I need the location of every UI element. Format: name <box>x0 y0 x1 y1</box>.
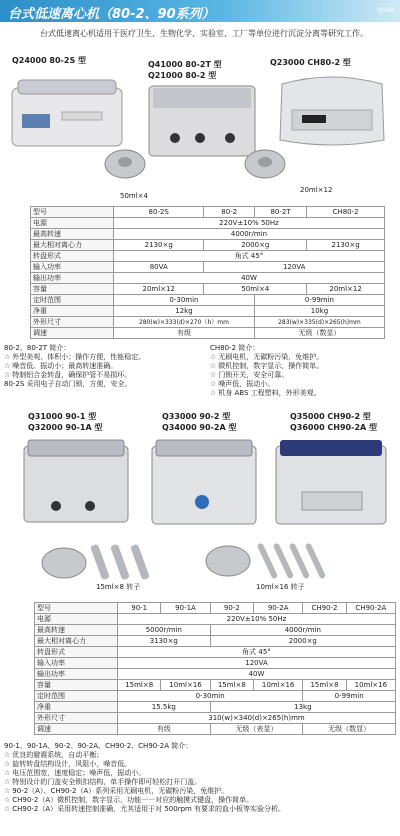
table-cell: 最大相对离心力 <box>35 636 118 647</box>
table-cell: CH90-2A <box>346 603 395 614</box>
table-row <box>31 317 385 328</box>
table-cell: 280(w)×333(d)×270（h）mm <box>114 317 255 328</box>
table-row <box>35 614 396 625</box>
table-cell: 283(w)×335(d)×265(h)mm <box>254 317 384 328</box>
table-row <box>31 218 385 229</box>
table-row <box>31 284 385 295</box>
table-row <box>35 669 396 680</box>
list-item: ☆ 机身 ABS 工程塑料，外形美观。 <box>210 389 321 397</box>
rotor-caption-15ml: 15ml×8 转子 <box>96 583 141 591</box>
bullet-icon: ☆ <box>4 778 11 786</box>
table-cell: 型号 <box>31 207 114 218</box>
table-cell: 80-2S <box>114 207 204 218</box>
bullet-icon: ☆ <box>4 787 11 795</box>
table-cell: 转盘形式 <box>31 251 114 262</box>
model-label-ch90-2: Q35000 CH90-2 型 <box>290 412 371 421</box>
list-item: ☆ 门锁开关，安全可靠。 <box>210 371 289 379</box>
table-cell: 10ml×16 <box>161 680 210 691</box>
table-cell: 容量 <box>35 680 118 691</box>
centrifuge-90-2-image <box>148 436 263 528</box>
bullet-icon: ☆ <box>4 353 11 361</box>
centrifuge-80-2s-image <box>10 70 130 150</box>
table-cell: 净重 <box>35 702 118 713</box>
rotor-caption-20ml: 20ml×12 <box>300 186 333 194</box>
table-cell: 13kg <box>210 702 395 713</box>
notes-title: 90-1、90-1A、90-2、90-2A、CH90-2、CH90-2A 简介： <box>4 742 193 750</box>
list-item: ☆ 特制铝合金转盘，确保护管不易损坏。 <box>4 371 132 379</box>
list-item: ☆ 噪声低，振动小。 <box>210 380 275 388</box>
table-cell: CH80-2 <box>307 207 385 218</box>
bullet-icon: ☆ <box>210 362 217 370</box>
list-item: ☆ 外型美观、体积小；操作方便，性能稳定。 <box>4 353 146 361</box>
table-cell: 2000×g <box>204 240 307 251</box>
list-item: ☆ 特别设计的门盖安全锁扣结构，单手操作即可轻松打开门盖。 <box>4 778 202 786</box>
bullet-icon: ☆ <box>210 371 217 379</box>
model-label-90-2a: Q34000 90-2A 型 <box>162 423 237 432</box>
table-cell: 定时范围 <box>35 691 118 702</box>
table-cell: 最高转速 <box>31 229 114 240</box>
list-item: ☆ 旋转转盘结构设计，风阻小，噪音低。 <box>4 760 132 768</box>
table-row <box>31 229 385 240</box>
model-label-90-1: Q31000 90-1 型 <box>28 412 97 421</box>
table-cell: 0-99min <box>303 691 396 702</box>
table-cell: 无级（表显） <box>210 724 303 735</box>
table-cell: 10ml×16 <box>254 680 303 691</box>
model-label-90-1a: Q32000 90-1A 型 <box>28 423 103 432</box>
table-cell: 容量 <box>31 284 114 295</box>
table-cell: 型号 <box>35 603 118 614</box>
rotor-15ml-image <box>34 538 164 588</box>
spec-table-90-series <box>34 602 396 735</box>
table-cell: 10kg <box>254 306 384 317</box>
bullet-icon: ☆ <box>4 371 11 379</box>
table-row <box>35 691 396 702</box>
table-cell: 80-2T <box>254 207 306 218</box>
bullet-icon: ☆ <box>4 751 11 759</box>
table-cell: 4000r/min <box>114 229 385 240</box>
bullet-icon: ☆ <box>210 353 217 361</box>
table-row <box>31 306 385 317</box>
list-item: ☆ 优良的避震系统，自动平衡； <box>4 751 104 759</box>
table-row <box>35 625 396 636</box>
list-item: ☆ 无刷电机，无碳粉污染，免维护。 <box>210 353 324 361</box>
bullet-icon: ☆ <box>210 389 217 397</box>
table-cell: 调速 <box>35 724 118 735</box>
table-cell: 净重 <box>31 306 114 317</box>
rotor-50ml-image <box>100 146 150 188</box>
table-cell: 角式 45° <box>118 647 396 658</box>
table-cell: 输入功率 <box>31 262 114 273</box>
page-title: 台式低速离心机（80-2、90系列） <box>8 7 215 22</box>
table-row <box>31 295 385 306</box>
bullet-icon: ☆ <box>210 380 217 388</box>
table-cell: 15ml×8 <box>303 680 346 691</box>
bullet-icon: ☆ <box>4 769 11 777</box>
table-row <box>35 724 396 735</box>
model-label-80-2: Q21000 80-2 型 <box>148 71 217 80</box>
table-cell: 外形尺寸 <box>31 317 114 328</box>
table-row <box>35 680 396 691</box>
table-cell: 3130×g <box>118 636 211 647</box>
bullet-icon: ☆ <box>4 362 11 370</box>
table-cell: 有级 <box>118 724 211 735</box>
table-cell: 120VA <box>204 262 385 273</box>
table-cell: 外形尺寸 <box>35 713 118 724</box>
rotor-10ml-image <box>200 536 350 586</box>
list-item: ☆ 微机控制，数字显示，操作简单。 <box>210 362 324 370</box>
table-cell: 10ml×16 <box>346 680 395 691</box>
table-cell: 定时范围 <box>31 295 114 306</box>
table-row <box>35 713 396 724</box>
table-cell: 最大相对离心力 <box>31 240 114 251</box>
table-row <box>31 273 385 284</box>
notes-90-series <box>4 742 285 814</box>
centrifuge-90-1-image <box>20 436 135 526</box>
bullet-icon: ☆ <box>4 760 11 768</box>
table-cell: 2000×g <box>210 636 395 647</box>
table-row <box>35 658 396 669</box>
table-cell: 90-2A <box>254 603 303 614</box>
table-cell: 90-1A <box>161 603 210 614</box>
table-cell: 120VA <box>118 658 396 669</box>
table-row <box>31 240 385 251</box>
table-cell: 20ml×12 <box>307 284 385 295</box>
table-cell: 15ml×8 <box>210 680 253 691</box>
list-item: ☆ CH90-2（A）微机控制，数字显示，功能一一对应的触摸式键盘，操作简单。 <box>4 796 254 804</box>
table-cell: 310(w)×340(d)×265(h)mm <box>118 713 396 724</box>
table-cell: 0-30min <box>114 295 255 306</box>
table-row <box>31 328 385 339</box>
table-cell: 输出功率 <box>31 273 114 284</box>
table-cell: 0-99min <box>254 295 384 306</box>
table-cell: 无级（数显） <box>303 724 396 735</box>
table-cell: 15ml×8 <box>118 680 161 691</box>
table-cell: 50ml×4 <box>204 284 307 295</box>
table-cell: 90-1 <box>118 603 161 614</box>
notes-title: 80-2、80-2T 简介： <box>4 344 71 352</box>
table-cell: 80VA <box>114 262 204 273</box>
header-banner <box>0 0 400 22</box>
table-cell: 有级 <box>114 328 255 339</box>
table-cell: 20ml×12 <box>114 284 204 295</box>
table-cell: 80-2 <box>204 207 254 218</box>
table-cell: 输出功率 <box>35 669 118 680</box>
bullet-icon: ☆ <box>4 805 11 813</box>
table-cell: 220V±10% 50Hz <box>114 218 385 229</box>
spec-table-80-series <box>30 206 385 339</box>
notes-80-2 <box>4 344 145 389</box>
table-row <box>35 603 396 614</box>
list-item: ☆ 90-2（A）、CH90-2（A）系列采用无刷电机，无碳粉污染，免维护。 <box>4 787 229 795</box>
table-cell: 转盘形式 <box>35 647 118 658</box>
table-cell: 0-30min <box>118 691 303 702</box>
table-cell: 5000r/min <box>118 625 211 636</box>
table-cell: 2130×g <box>114 240 204 251</box>
model-label-80-2t: Q41000 80-2T 型 <box>148 60 222 69</box>
table-cell: 12kg <box>114 306 255 317</box>
table-cell: 40W <box>114 273 385 284</box>
table-cell: 角式 45° <box>114 251 385 262</box>
rotor-caption-10ml: 10ml×16 转子 <box>256 583 305 591</box>
intro-text: 台式低速离心机适用于医疗卫生、生物化学、实验室、工厂等单位进行沉淀分离等研究工作。 <box>40 29 368 38</box>
table-cell: 电源 <box>31 218 114 229</box>
table-cell: 40W <box>118 669 396 680</box>
centrifuge-ch90-2-image <box>272 436 392 528</box>
table-cell: 90-2 <box>210 603 253 614</box>
table-row <box>35 702 396 713</box>
model-label-ch80-2: Q23000 CH80-2 型 <box>270 58 351 67</box>
table-cell: 输入功率 <box>35 658 118 669</box>
table-row <box>35 636 396 647</box>
list-item: ☆ CH90-2（A）采用转速控制准确，尤其适用于对 500rpm 有要求的血小板等实验分析。 <box>4 805 286 813</box>
table-cell: 无级（数显） <box>254 328 384 339</box>
centrifuge-ch80-2-image <box>272 70 392 150</box>
table-cell: 2130×g <box>307 240 385 251</box>
notes-title: CH80-2 简介： <box>210 344 260 352</box>
table-cell: 电源 <box>35 614 118 625</box>
rotor-20ml-image <box>240 146 290 188</box>
page-code: Q0AB <box>377 7 394 14</box>
table-cell: 最高转速 <box>35 625 118 636</box>
table-row <box>31 262 385 273</box>
model-label-ch90-2a: Q36000 CH90-2A 型 <box>290 423 377 432</box>
list-item: ☆ 噪音低、振动小；最高转速准确。 <box>4 362 118 370</box>
table-row <box>31 251 385 262</box>
table-cell: 220V±10% 50Hz <box>118 614 396 625</box>
list-item: ☆ 电压范围宽，速度稳定；噪声低，振动小。 <box>4 769 146 777</box>
list-item: 80-2S 采用电子自动门锁，方便，安全。 <box>4 380 132 388</box>
table-cell: 15.5kg <box>118 702 211 713</box>
table-cell: CH90-2 <box>303 603 346 614</box>
bullet-icon: ☆ <box>4 796 11 804</box>
table-row <box>31 207 385 218</box>
table-cell: 4000r/min <box>210 625 395 636</box>
table-cell: 调速 <box>31 328 114 339</box>
model-label-90-2: Q33000 90-2 型 <box>162 412 231 421</box>
table-row <box>35 647 396 658</box>
rotor-caption-50ml: 50ml×4 <box>120 192 148 200</box>
model-label-80-2s: Q24000 80-2S 型 <box>12 56 86 65</box>
notes-ch80-2 <box>210 344 323 398</box>
